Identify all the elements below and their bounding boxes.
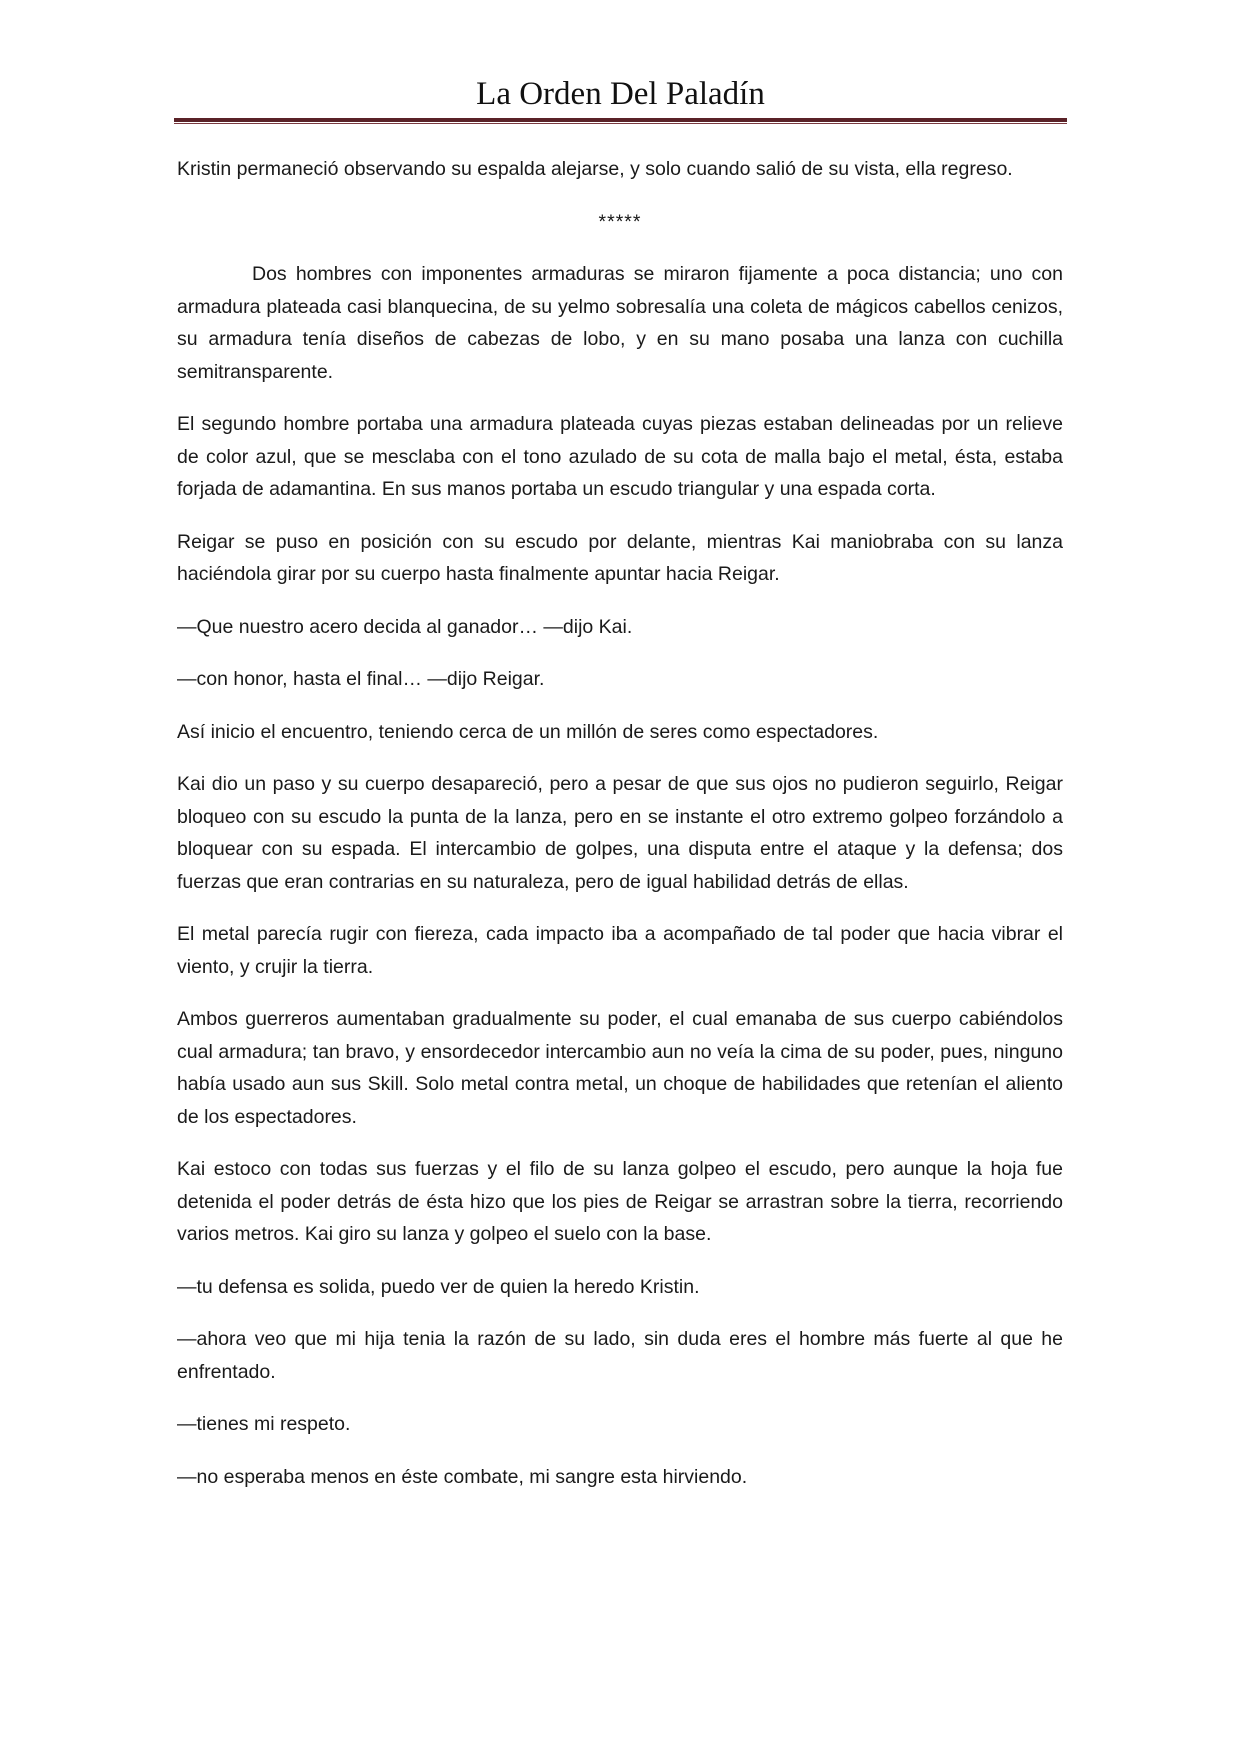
paragraph-1: Kristin permaneció observando su espalda alejarse, y solo cuando salió de su vista, ella regreso. [177, 158, 1013, 180]
paragraph-11: Kai estoco con todas sus fuerzas y el filo de su lanza golpeo el escudo, pero aunque la hoja fue detenida el poder detrás de ésta hizo que los pies de Reigar se arrastran sobre la tierra, recorriendo varios metros. Kai giro su lanza y golpeo el suelo con la base. [177, 1158, 1063, 1245]
dialogue-reigar-2: —ahora veo que mi hija tenia la razón de su lado, sin duda eres el hombre más fuerte al que he enfrentado. [177, 1328, 1063, 1383]
header-rule [174, 118, 1067, 125]
dialogue-kai-3: —tienes mi respeto. [177, 1413, 351, 1435]
paragraph-3: El segundo hombre portaba una armadura plateada cuyas piezas estaban delineadas por un relieve de color azul, que se mesclaba con el tono azulado de su cota de malla bajo el metal, ésta, estaba forjada de adamantina. En sus manos portaba un escudo triangular y una espada corta. [177, 413, 1063, 500]
page-header [174, 72, 1067, 116]
paragraph-7: Así inicio el encuentro, teniendo cerca de un millón de seres como espectadores. [177, 720, 879, 743]
scene-separator: ***** [598, 210, 642, 233]
dialogue-reigar-1: —con honor, hasta el final… —dijo Reigar. [177, 668, 545, 690]
paragraph-2: Dos hombres con imponentes armaduras se miraron fijamente a poca distancia; uno con armadura plateada casi blanquecina, de su yelmo sobresalía una coleta de mágicos cabellos cenizos, su armadura tenía diseños de cabezas de lobo, y en su mano posaba una lanza con cuchilla semitransparente. [177, 263, 1063, 383]
dialogue-reigar-3: —no esperaba menos en éste combate, mi sangre esta hirviendo. [177, 1465, 748, 1488]
body-text [177, 153, 1063, 1513]
dialogue-kai-1: —Que nuestro acero decida al ganador… —dijo Kai. [177, 615, 633, 638]
header-rule-thick [174, 118, 1067, 122]
page-title: La Orden Del Paladín [476, 76, 765, 112]
paragraph-4: Reigar se puso en posición con su escudo por delante, mientras Kai maniobraba con su lanza haciéndola girar por su cuerpo hasta finalmente apuntar hacia Reigar. [177, 530, 1063, 585]
paragraph-9: El metal parecía rugir con fiereza, cada impacto iba a acompañado de tal poder que hacia vibrar el viento, y crujir la tierra. [177, 923, 1063, 978]
paragraph-10: Ambos guerreros aumentaban gradualmente su poder, el cual emanaba de sus cuerpo cabiéndolos cual armadura; tan bravo, y ensordecedor intercambio aun no veía la cima de su poder, pues, ninguno había usado aun sus Skill. Solo metal contra metal, un choque de habilidades que retenían el aliento de los espectadores. [177, 1008, 1063, 1128]
paragraph-8: Kai dio un paso y su cuerpo desapareció, pero a pesar de que sus ojos no pudieron seguirlo, Reigar bloqueo con su escudo la punta de la lanza, pero en se instante el otro extremo golpeo forzándolo a bloquear con su espada. El intercambio de golpes, una disputa entre el ataque y la defensa; dos fuerzas que eran contrarias en su naturaleza, pero de igual habilidad detrás de ellas. [177, 773, 1063, 893]
dialogue-kai-2: —tu defensa es solida, puedo ver de quien la heredo Kristin. [177, 1275, 700, 1298]
header-rule-thin [174, 123, 1067, 124]
